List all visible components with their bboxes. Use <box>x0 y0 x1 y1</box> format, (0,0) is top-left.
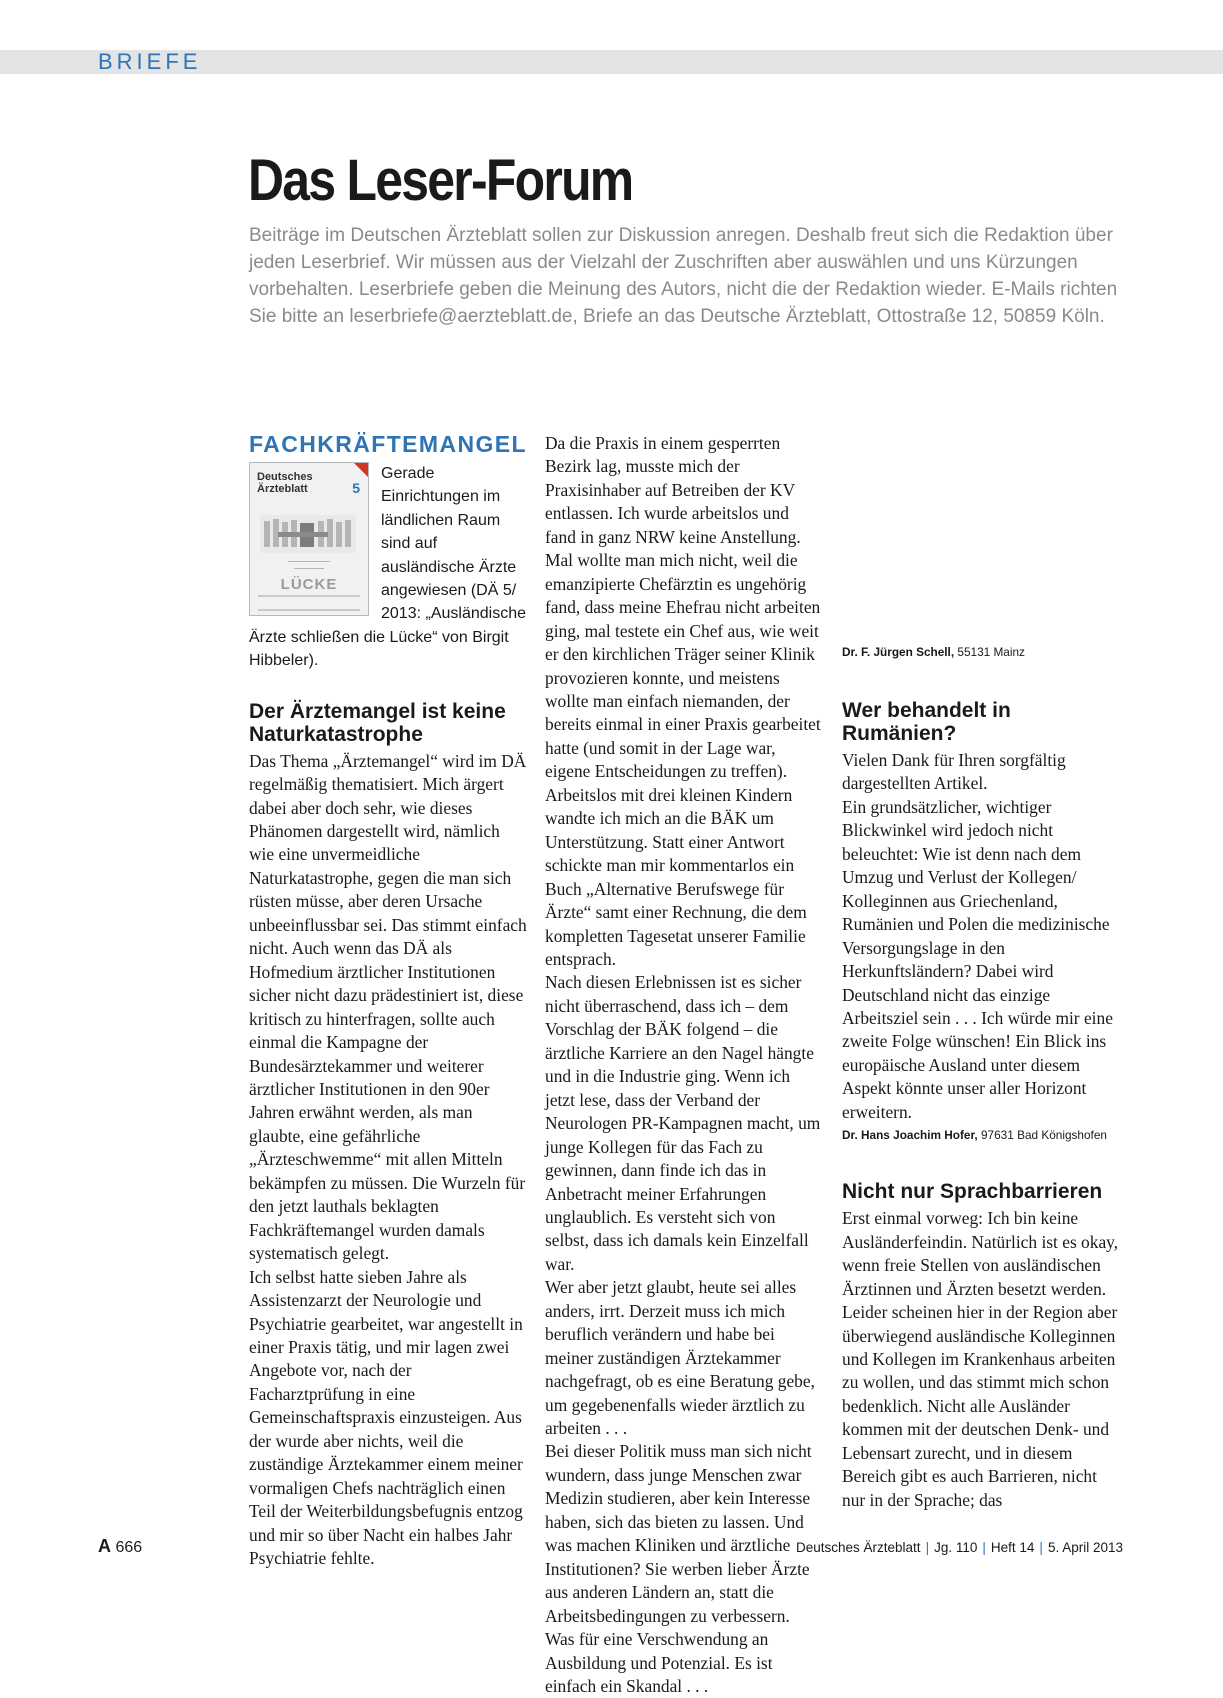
page-number-value: 666 <box>115 1539 143 1556</box>
letter2-signature <box>842 1126 1122 1144</box>
page-prefix: A <box>98 1536 111 1556</box>
separator: | <box>925 1540 930 1555</box>
intro-text: Beiträge im Deutschen Ärzteblatt sollen zur Diskussion anregen. Deshalb freut sich die Redaktion über jeden Leserbrief. Wir müssen aus der Vielzahl der Zuschriften aber auswählen und uns Kürzungen vorbehalten. Leserbriefe geben die Meinung des Autors, nicht die der Redaktion wieder. E-Mails richten Sie bitte an leserbriefe@aerzteblatt.de, Briefe an das Deutsche Ärzteblatt, Ottostraße 12, 50859 Köln. <box>249 225 1118 327</box>
journal-info <box>796 1538 1123 1558</box>
cover-issue-number: 5 <box>352 480 360 496</box>
column-3-continuation-space <box>842 432 1122 641</box>
letter1-paragraph: Wer aber jetzt glaubt, heute sei alles anders, irrt. Derzeit muss ich mich beruflich verändern und habe bei meiner zuständigen Ärztekammer nachgefragt, ob es eine Beratung gebe, um gegebenenfalls wieder ärztlich zu arbeiten . . . <box>545 1277 815 1439</box>
topic-lead-text: Gerade Einrichtungen im ländlichen Raum sind auf ausländische Ärzte angewiesen (DÄ 5/ 2013: „Ausländische Ärzte schließen die Lücke“ von Birgit Hibbeler). <box>249 465 526 670</box>
letter1-paragraph: Da die Praxis in einem gesperrten Bezirk lag, musste mich der Praxisinhaber auf Betreiben der KV entlassen. Ich wurde arbeitslos und fand in ganz NRW keine Anstellung. Mal wollte man mich nicht, weil die emanzipierte Chefärztin es ungehörig fand, dass meine Ehefrau nicht arbeiten ging, mal testete ein Chef aus, wie weit er den kirchlichen Träger seiner Klinik provozieren konnte, und meistens wollte man einfach niemanden, der bereits einmal in einer Praxis gearbeitet hatte (und somit in der Lage war, eigene Entscheidungen zu treffen). <box>545 433 821 782</box>
journal-date: 5. April 2013 <box>1047 1540 1123 1555</box>
separator: | <box>982 1540 986 1555</box>
letter1-paragraph: Bei dieser Politik muss man sich nicht wundern, dass junge Menschen zwar Medizin studieren, aber kein Interesse haben, sich das bieten zu lassen. Und was machen Kliniken und ärztliche Institutionen? Sie werben lieber Ärzte aus anderen Ländern an, statt die Arbeitsbedingungen zu verbessern. Was für eine Verschwendung an Ausbildung und Potenzial. Es ist einfach ein Skandal . . . <box>545 1441 812 1697</box>
page-number <box>98 1536 142 1558</box>
cover-brand-line1: Deutsches <box>257 471 313 483</box>
cover-headline-word: LÜCKE <box>280 576 338 593</box>
cover-artwork-icon <box>260 515 356 553</box>
topic-label: FACHKRÄFTEMANGEL <box>249 431 527 457</box>
letter1-paragraph: Das Thema „Ärztemangel“ wird im DÄ regelmäßig thematisiert. Mich ärgert dabei aber doch sehr, wie dieses Phänomen dargestellt wird, nämlich wie eine unvermeidliche Naturkatastrophe, gegen die man sich rüsten müsse, aber deren Ursache unbeeinflussbar sei. Das stimmt einfach nicht. Auch wenn das DÄ als Hofmedium ärztlicher Institutionen sicher nicht dazu prädestiniert ist, diese kritisch zu hinterfragen, sollte auch einmal die Kampagne der Bundesärztekammer und weiterer ärztlicher Institutionen in den 90er Jahren erwähnt werden, als man glaubte, eine gefährliche „Ärzteschwemme“ mit allen Mitteln bekämpfen zu müssen. Die Wurzeln für den jetzt lauthals beklagten Fachkräftemangel wurden damals systematisch gelegt. <box>249 750 527 1264</box>
journal-name: Deutsches Ärzteblatt <box>796 1540 921 1555</box>
letter3-heading: Nicht nur Sprachbarrieren <box>842 1180 1103 1204</box>
cover-subtitle-lines: ——————— ————— <box>288 559 330 572</box>
cover-corner-mark <box>354 463 368 477</box>
letter1-paragraph: Arbeitslos mit drei kleinen Kindern wandte ich mich an die BÄK um Unterstützung. Statt einer Antwort schickte man mir kommentarlos ein Buch „Alternative Berufswege für Ärzte“ samt einer Rechnung, die dem kompletten Tagesetat unserer Familie entsprach. <box>545 784 807 969</box>
cover-brand-line2: Ärzteblatt <box>257 483 308 495</box>
cover-brand <box>257 471 313 495</box>
magazine-cover-image <box>249 462 369 616</box>
letter1-signature-place: 55131 Mainz <box>957 645 1025 659</box>
journal-issue: Heft 14 <box>990 1540 1035 1555</box>
letter3-paragraph: Erst einmal vorweg: Ich bin keine Ausländerfeindin. Natürlich ist es okay, wenn freie Stellen von ausländischen Ärztinnen und Ärzten besetzt werden. Leider scheinen hier in der Region aber überwiegend ausländische Kolleginnen und Kollegen im Krankenhaus arbeiten zu wollen, und das stimmt mich schon bedenklich. Nicht alle Ausländer kommen mit der deutschen Denk- und Lebensart zurecht, und in diesem Bereich gibt es auch Barrieren, nicht nur in der Sprache; das <box>842 1208 1119 1510</box>
letter1-paragraph: Ich selbst hatte sieben Jahre als Assistenzarzt der Neurologie und Psychiatrie gearbeitet, war angestellt in einer Praxis tätig, und mir lagen zwei Angebote vor, nach der Facharztprüfung in eine Gemeinschaftspraxis einzusteigen. Aus der wurde aber nichts, weil die zuständige Ärztekammer einem meiner vormaligen Chefs nachträglich einen Teil der Weiterbildungsbefugnis entzog und mir so über Nacht ein halbes Jahr Psychiatrie fehlte. <box>249 1266 523 1569</box>
section-label: BRIEFE <box>98 49 202 74</box>
letter2-paragraph: Ein grundsätzlicher, wichtiger Blickwinkel wird jedoch nicht beleuchtet: Wie ist denn nach dem Umzug und Verlust der Kollegen/ Kolleginnen aus Griechenland, Rumänien und Polen die medizinische Versorgungslage in den Herkunftsländern? Dabei wird Deutschland nicht das einzige Arbeitsziel sein . . . Ich würde mir eine zweite Folge wünschen! Ein Blick ins europäische Ausland unter diesem Aspekt könnte unser aller Horizont erweitern. <box>842 796 1113 1122</box>
letter1-signature <box>842 643 1122 661</box>
letter1-heading: Der Ärztemangel ist keine Naturkatastrophe <box>249 699 506 746</box>
column-1 <box>249 430 527 1571</box>
letter2-signature-name: Dr. Hans Joachim Hofer, <box>842 1128 978 1143</box>
separator: | <box>1039 1540 1043 1555</box>
journal-volume: Jg. 110 <box>934 1540 978 1555</box>
cover-footer-lines <box>258 595 360 611</box>
column-2 <box>545 432 823 1698</box>
letter1-paragraph: Nach diesen Erlebnissen ist es sicher nicht überraschend, dass ich – dem Vorschlag der BÄK folgend – die ärztliche Karriere an den Nagel hängte und in die Industrie ging. Wenn ich jetzt lese, dass der Verband der Neurologen PR-Kampagnen macht, um junge Kollegen für das Fach zu gewinnen, dann finde ich das in Anbetracht meiner Erfahrungen unglaublich. Es versteht sich von selbst, dass ich damals kein Einzelfall war. <box>545 972 821 1274</box>
letter2-paragraph: Vielen Dank für Ihren sorgfältig dargestellten Artikel. <box>842 750 1066 794</box>
page-title: Das Leser-Forum <box>248 148 633 213</box>
letter2-signature-place: 97631 Bad Königshofen <box>981 1128 1107 1143</box>
column-3 <box>842 432 1122 1512</box>
letter2-heading: Wer behandelt in Rumänien? <box>842 699 1011 745</box>
letter1-signature-name: Dr. F. Jürgen Schell, <box>842 645 955 659</box>
